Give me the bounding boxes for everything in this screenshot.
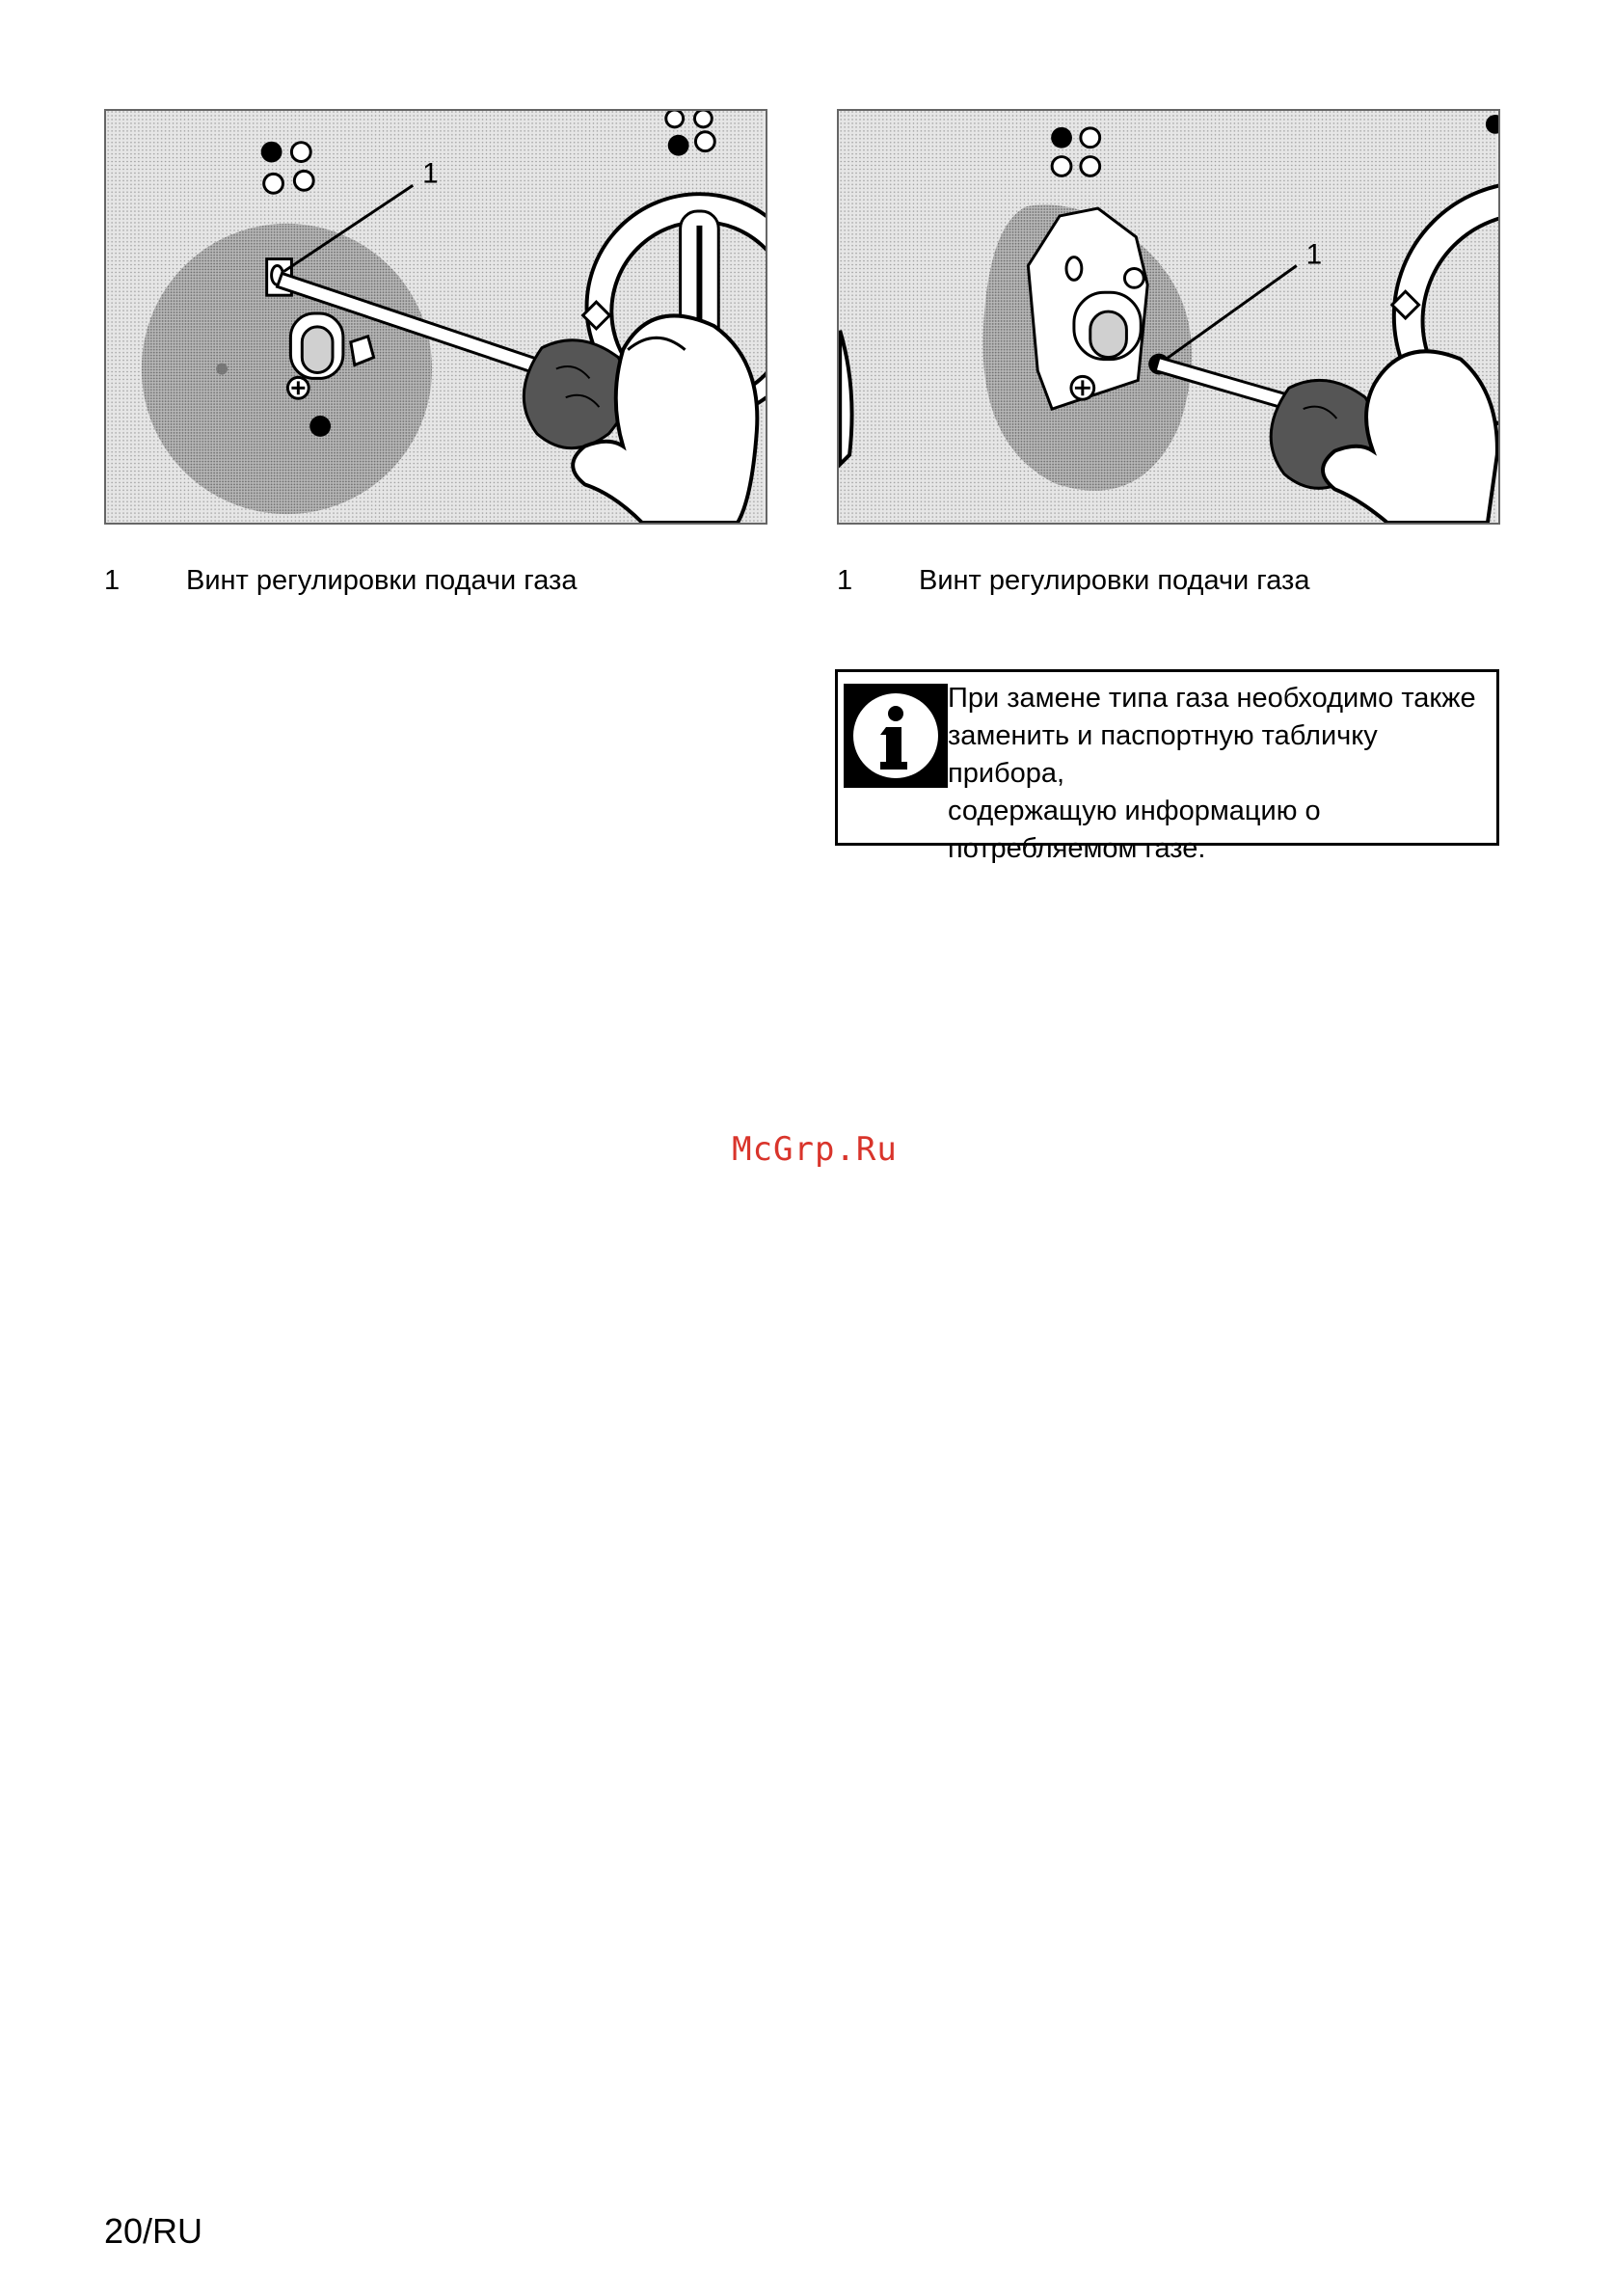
caption-number: 1 bbox=[837, 565, 853, 596]
caption-text: Винт регулировки подачи газа bbox=[186, 565, 578, 596]
callout-number: 1 bbox=[422, 157, 439, 190]
illustration-burner-screw-adjustment-2 bbox=[837, 109, 1500, 525]
caption-text: Винт регулировки подачи газа bbox=[919, 565, 1310, 596]
figure-caption-right bbox=[837, 564, 1454, 599]
page-number: 20/RU bbox=[104, 2211, 203, 2251]
info-note-text: При замене типа газа необходимо также заменить и паспортную табличку прибора, содержащую информацию о потребляемом газе. bbox=[948, 683, 1476, 864]
figure-caption-left bbox=[104, 564, 721, 599]
watermark: McGrp.Ru bbox=[732, 1130, 898, 1169]
info-note bbox=[835, 669, 1499, 864]
illustration-burner-screw-adjustment-1 bbox=[104, 109, 767, 525]
caption-number: 1 bbox=[104, 565, 121, 596]
info-icon bbox=[844, 684, 948, 788]
callout-number: 1 bbox=[1305, 238, 1323, 271]
